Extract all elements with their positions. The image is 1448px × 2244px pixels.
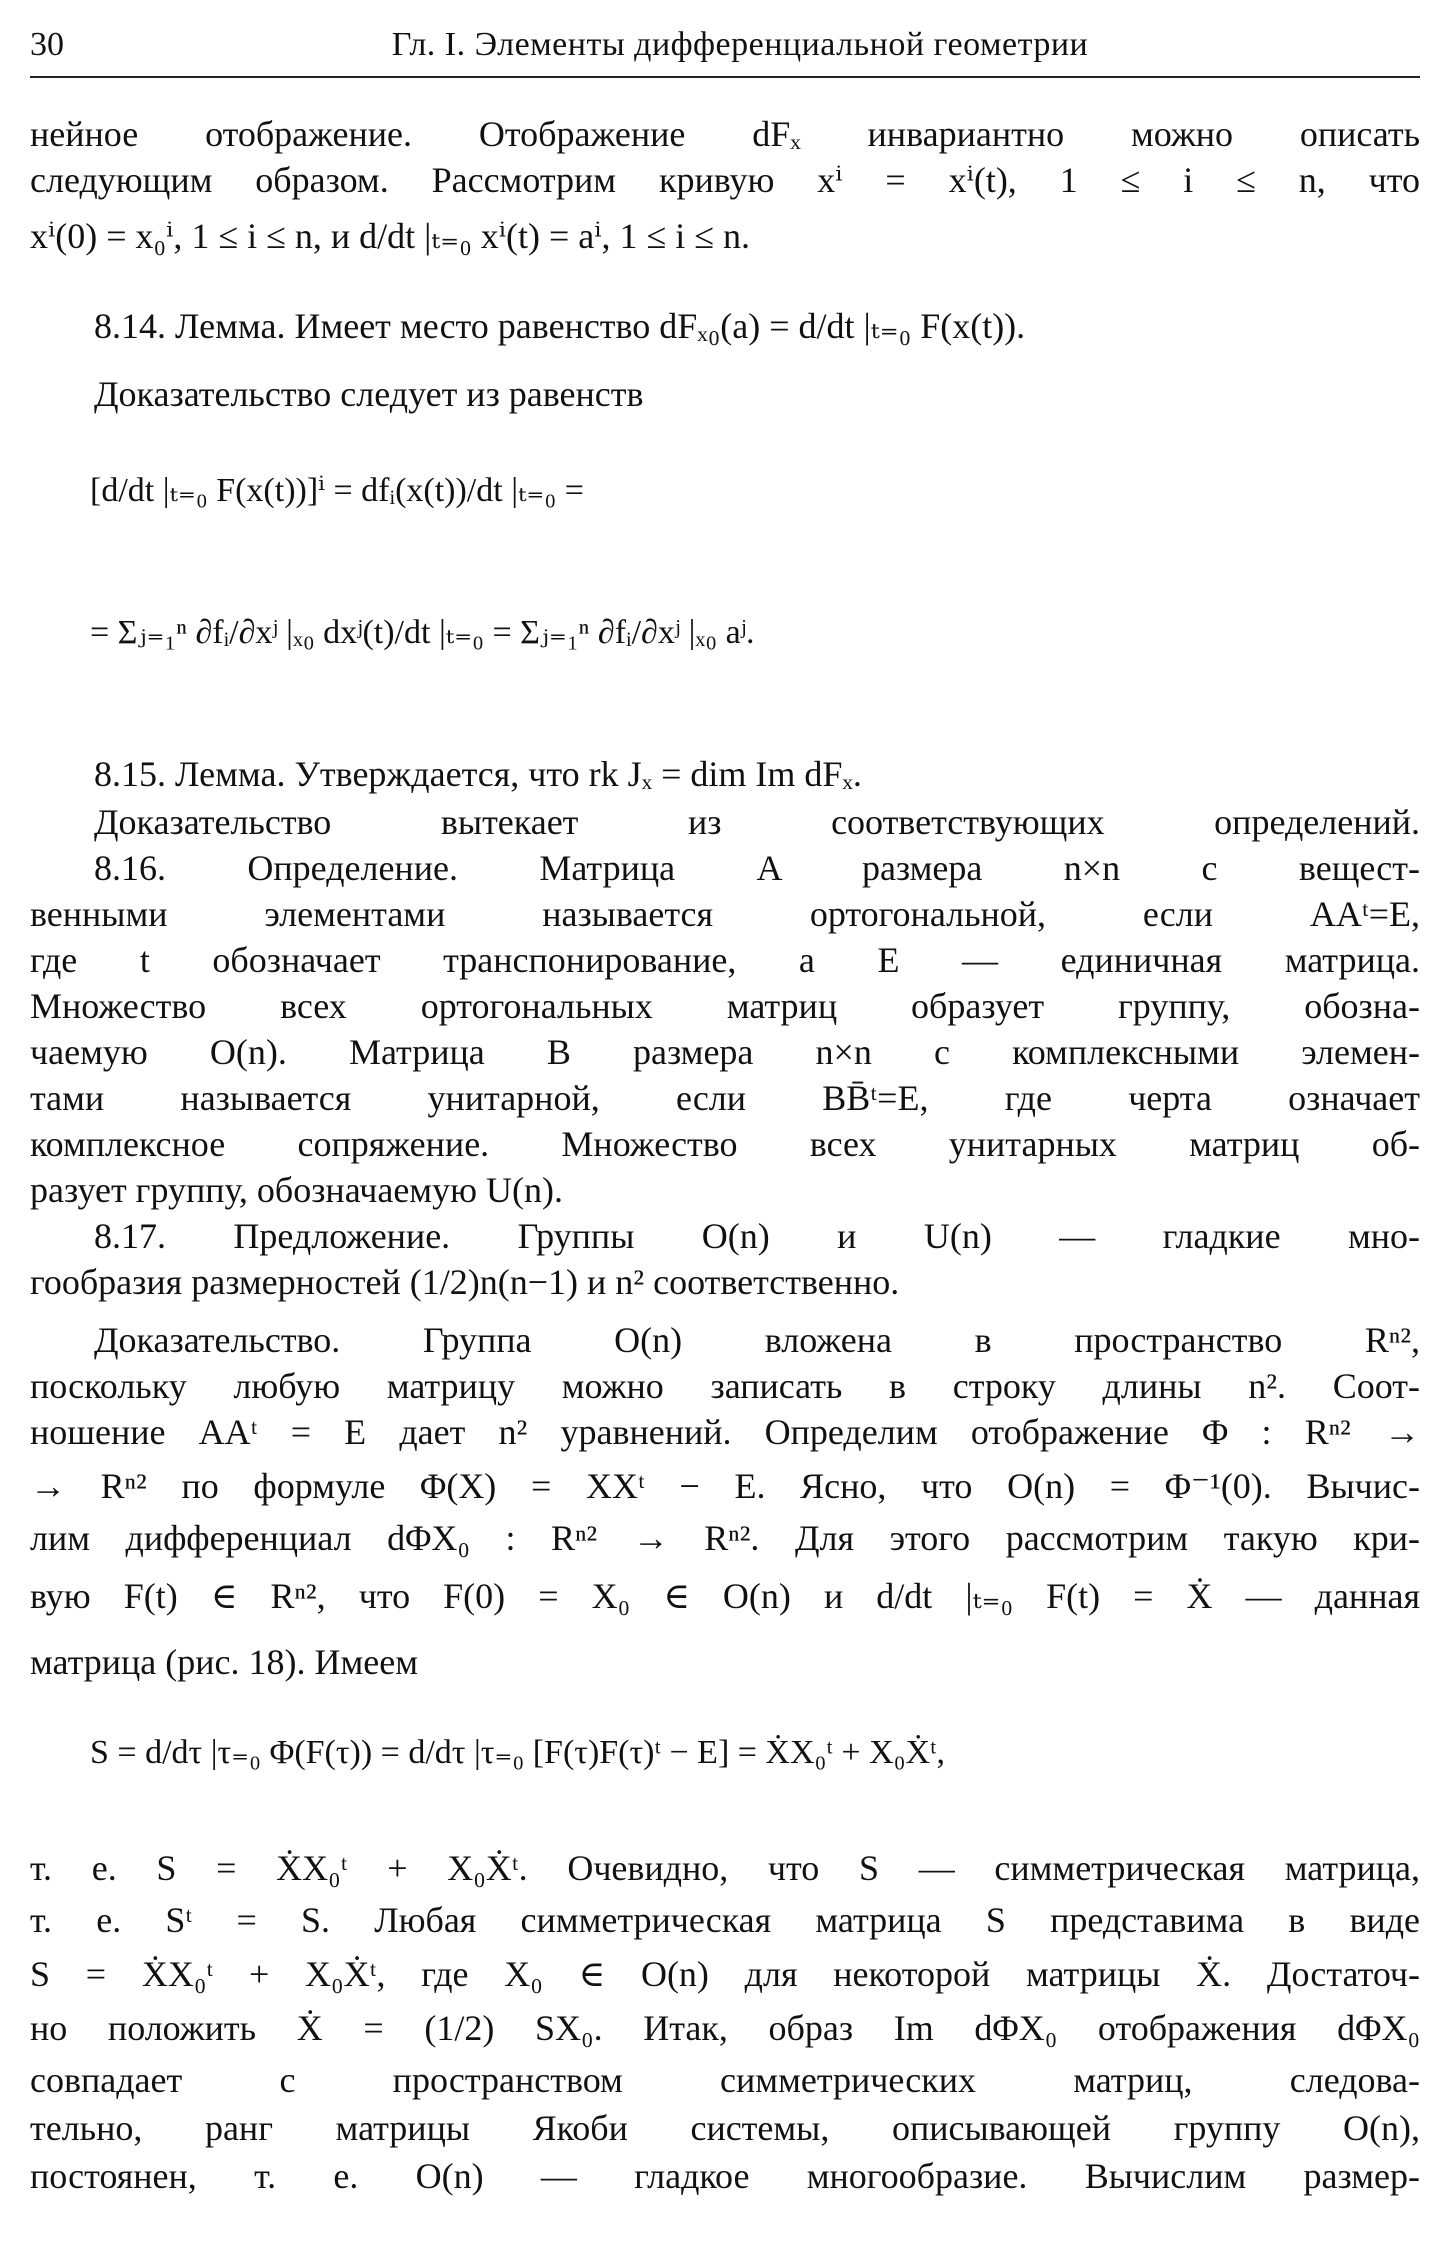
text-line: постоянен, т. е. O(n) — гладкое многообразие. Вычислим размер- (30, 2156, 1420, 2196)
lemma-8-14: 8.14. Лемма. Имеет место равенство dFₓ₀(a) = d/dt |ₜ₌₀ F(x(t)). (94, 306, 1026, 346)
text-line: комплексное сопряжение. Множество всех унитарных матриц об- (30, 1124, 1420, 1164)
definition-8-16: 8.16. Определение. Матрица A размера n×n с вещест- (94, 848, 1420, 888)
text-line: матрица (рис. 18). Имеем (30, 1642, 419, 1682)
text-line: вую F(t) ∈ Rⁿ², что F(0) = X₀ ∈ O(n) и d/dt |ₜ₌₀ F(t) = Ẋ — данная (30, 1576, 1420, 1616)
page-header (30, 22, 1410, 72)
text-line: лим дифференциал dΦX₀ : Rⁿ² → Rⁿ². Для этого рассмотрим такую кри- (30, 1518, 1420, 1558)
text-line: но положить Ẋ = (1/2) SX₀. Итак, образ Im dΦX₀ отображения dΦX₀ (30, 2008, 1420, 2048)
text-line: Доказательство следует из равенств (94, 374, 644, 414)
display-formula-1: [d/dt |ₜ₌₀ F(x(t))]ⁱ = dfᵢ(x(t))/dt |ₜ₌₀ = (90, 472, 584, 509)
page-number: 30 (30, 26, 64, 63)
text-line: совпадает с пространством симметрических матриц, следова- (30, 2060, 1420, 2100)
text-line: тельно, ранг матрицы Якоби системы, описывающей группу O(n), (30, 2108, 1420, 2148)
text-line: разует группу, обозначаемую U(n). (30, 1170, 563, 1210)
text-line: следующим образом. Рассмотрим кривую xⁱ = xⁱ(t), 1 ≤ i ≤ n, что (30, 160, 1420, 200)
text-line: нейное отображение. Отображение dFₓ инвариантно можно описать (30, 114, 1420, 154)
text-line: Множество всех ортогональных матриц образует группу, обозна- (30, 986, 1420, 1026)
text-line: чаемую O(n). Матрица B размера n×n с комплексными элемен- (30, 1032, 1420, 1072)
display-formula-2: = Σⱼ₌₁ⁿ ∂fᵢ/∂xʲ |ₓ₀ dxʲ(t)/dt |ₜ₌₀ = Σⱼ₌₁ⁿ ∂fᵢ/∂xʲ |ₓ₀ aʲ. (90, 614, 755, 651)
text-line: т. е. Sᵗ = S. Любая симметрическая матрица S представима в виде (30, 1900, 1420, 1940)
text-line: венными элементами называется ортогональной, если AAᵗ=E, (30, 894, 1420, 934)
text-line: гообразия размерностей (1/2)n(n−1) и n² соответственно. (30, 1262, 900, 1302)
text-line: т. е. S = ẊX₀ᵗ + X₀Ẋᵗ. Очевидно, что S — симметрическая матрица, (30, 1848, 1420, 1888)
text-line: ношение AAᵗ = E дает n² уравнений. Определим отображение Φ : Rⁿ² → (30, 1412, 1420, 1452)
text-line: тами называется унитарной, если BB̄ᵗ=E, где черта означает (30, 1078, 1420, 1118)
text-line: → Rⁿ² по формуле Φ(X) = XXᵗ − E. Ясно, что O(n) = Φ⁻¹(0). Вычис- (30, 1466, 1420, 1506)
text-line: где t обозначает транспонирование, а E — единичная матрица. (30, 940, 1420, 980)
header-rule (30, 76, 1420, 78)
running-title: Гл. I. Элементы дифференциальной геометрии (391, 26, 1089, 63)
display-formula-3: S = d/dτ |τ₌₀ Φ(F(τ)) = d/dτ |τ₌₀ [F(τ)F(τ)ᵗ − E] = ẊX₀ᵗ + X₀Ẋᵗ, (90, 1734, 946, 1771)
proposition-8-17: 8.17. Предложение. Группы O(n) и U(n) — гладкие мно- (94, 1216, 1420, 1256)
text-line: xⁱ(0) = x₀ⁱ, 1 ≤ i ≤ n, и d/dt |ₜ₌₀ xⁱ(t) = aⁱ, 1 ≤ i ≤ n. (30, 216, 750, 256)
text-line: поскольку любую матрицу можно записать в строку длины n². Соот- (30, 1366, 1420, 1406)
lemma-8-15: 8.15. Лемма. Утверждается, что rk Jₓ = dim Im dFₓ. (94, 754, 862, 794)
text-line: S = ẊX₀ᵗ + X₀Ẋᵗ, где X₀ ∈ O(n) для некоторой матрицы Ẋ. Достаточ- (30, 1954, 1420, 1994)
proof-start: Доказательство. Группа O(n) вложена в пространство Rⁿ², (94, 1320, 1420, 1360)
text-line: Доказательство вытекает из соответствующих определений. (94, 802, 1420, 842)
